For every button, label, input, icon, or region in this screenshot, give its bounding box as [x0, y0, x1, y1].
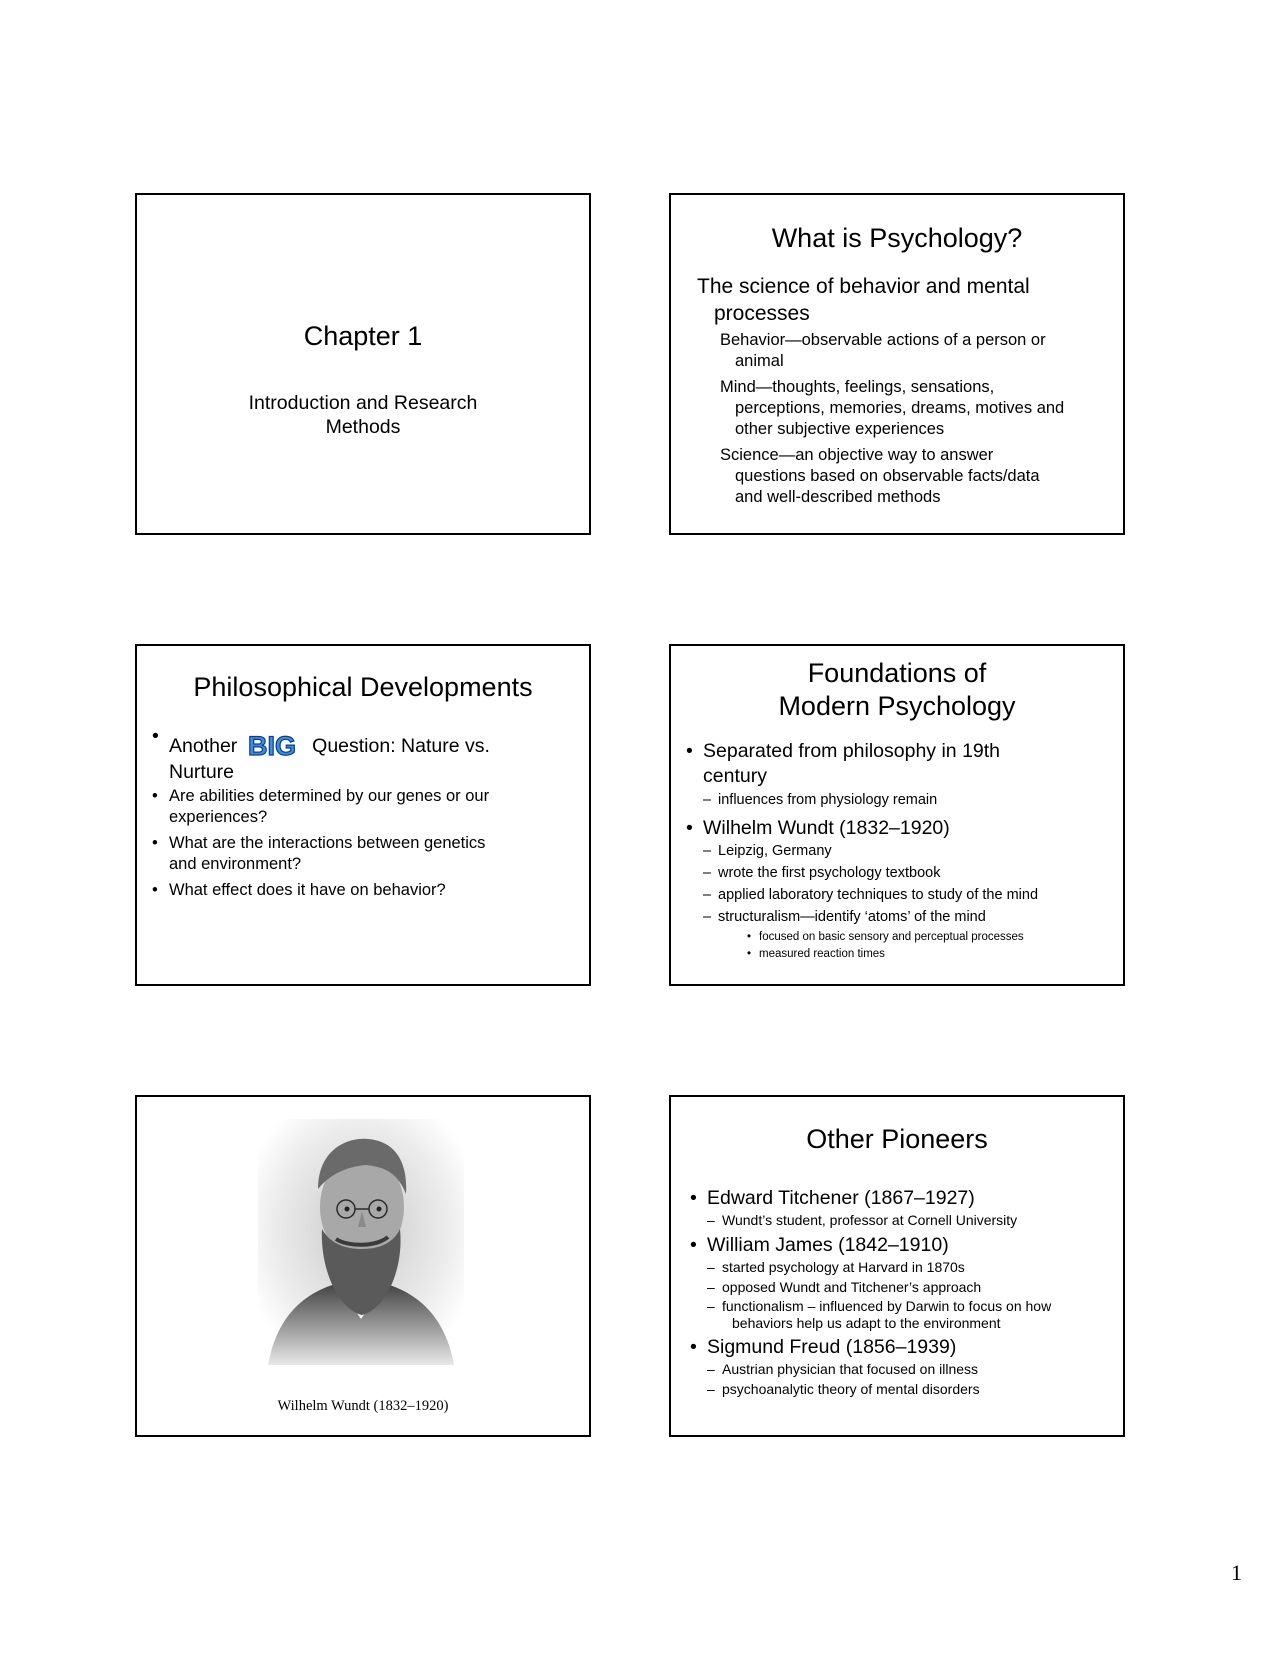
slide-what-is-psychology [669, 193, 1125, 535]
slide-other-pioneers [669, 1095, 1125, 1437]
big-word-art-text: BIG [247, 731, 296, 761]
list-item: • Edward Titchener (1867–1927) [690, 1187, 975, 1209]
sub-item: – Wundt’s student, professor at Cornell University [707, 1212, 1018, 1228]
sub-item: – wrote the first psychology textbook [703, 865, 941, 881]
list-item: Behavior—observable actions of a person or animal [720, 331, 1046, 370]
slide-wundt-portrait [135, 1095, 591, 1437]
page-number: 1 [1231, 1560, 1242, 1585]
list-item: • Separated from philosophy in 19th century [686, 740, 1001, 787]
sub-item: – influences from physiology remain [703, 792, 938, 808]
list-item: • What are the interactions between genetics and environment? [152, 834, 486, 873]
list-item: Mind—thoughts, feelings, sensations, perceptions, memories, dreams, motives and other subjective experiences [720, 378, 1065, 438]
list-item: • William James (1842–1910) [690, 1234, 949, 1256]
bullet-list [671, 739, 1123, 963]
big-word-art-icon [247, 724, 296, 761]
slide-title: Philosophical Developments [193, 672, 533, 702]
sub-item: – Austrian physician that focused on illness [707, 1361, 979, 1377]
list-item: Science—an objective way to answer questions based on observable facts/data and well-described methods [720, 446, 1040, 506]
sub-item: – psychoanalytic theory of mental disorders [707, 1381, 980, 1397]
list-item: • Are abilities determined by our genes or our experiences? [152, 787, 490, 826]
bullet-list [675, 1186, 1123, 1398]
definition: The science of behavior and mental processes [697, 275, 1030, 325]
slide-foundations [669, 644, 1125, 986]
slide-title: Chapter 1 [303, 321, 423, 351]
bullet-list [137, 724, 589, 901]
wundt-portrait-photo [258, 1119, 464, 1365]
sub-item: – functionalism – influenced by Darwin to focus on how behaviors help us adapt to the environment [707, 1298, 1052, 1331]
sub-item: – structuralism—identify ‘atoms’ of the mind [703, 909, 986, 925]
list-item: • Another BIG Question: Nature vs. Nurture [152, 725, 490, 783]
list-item: • What effect does it have on behavior? [152, 881, 446, 899]
slide-subtitle: Introduction and Research Methods [248, 392, 478, 438]
photo-caption: Wilhelm Wundt (1832–1920) [277, 1398, 449, 1414]
sub-item: – opposed Wundt and Titchener’s approach [707, 1279, 982, 1295]
slide-title: What is Psychology? [771, 223, 1023, 253]
slide-title: Other Pioneers [806, 1124, 988, 1154]
slide-title: Foundations of Modern Psychology [778, 658, 1016, 721]
sub-item: – applied laboratory techniques to study of the mind [703, 887, 1039, 903]
sub-sub-item: • focused on basic sensory and perceptual processes [747, 931, 1024, 943]
slide-philosophical-developments [135, 644, 591, 986]
sub-item: – Leipzig, Germany [703, 843, 832, 859]
list-item: • Wilhelm Wundt (1832–1920) [686, 817, 950, 839]
list-item: • Sigmund Freud (1856–1939) [690, 1336, 957, 1358]
slide-chapter-title [135, 193, 591, 535]
definition-list [720, 330, 1064, 508]
sub-sub-item: • measured reaction times [747, 948, 885, 960]
sub-item: – started psychology at Harvard in 1870s [707, 1259, 965, 1275]
